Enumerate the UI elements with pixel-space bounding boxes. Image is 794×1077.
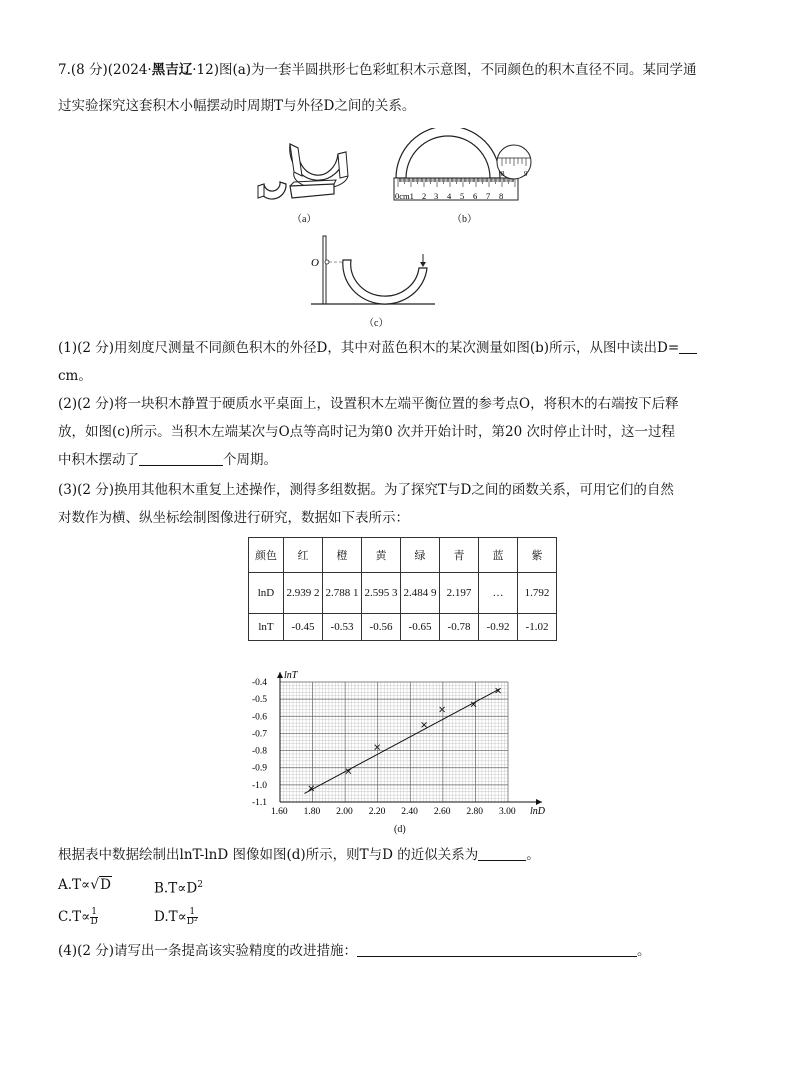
table-cell: -0.53 <box>323 614 362 641</box>
ruler-label: 5 <box>460 191 465 201</box>
x-tick-label: 1.80 <box>303 807 321 817</box>
table-cell: 绿 <box>401 538 440 573</box>
ruler-label: 6 <box>473 191 478 201</box>
ruler-label: 4 <box>447 191 452 201</box>
y-tick-label: -0.8 <box>252 746 268 757</box>
figure-a-label: （a） <box>292 214 317 225</box>
ruler-label: 8 <box>499 191 504 201</box>
part1-line-1: (1)(2 分)用刻度尺测量不同颜色积木的外径D，其中对蓝色积木的某次测量如图(b)所示，从图中读出D= <box>58 338 697 358</box>
y-tick-label: -1.1 <box>252 798 268 808</box>
table-row <box>249 573 557 614</box>
table-cell: 2.595 3 <box>362 573 401 614</box>
option-c[interactable]: C.T∝ $\frac{1}{D}$ <box>58 907 98 927</box>
data-table <box>248 537 557 641</box>
table-cell: … <box>479 573 518 614</box>
ruler-label: 2 <box>422 191 427 201</box>
table-cell: -0.65 <box>401 614 440 641</box>
figure-b-ruler <box>390 128 540 204</box>
table-cell: 黄 <box>362 538 401 573</box>
table-cell: 2.197 <box>440 573 479 614</box>
pivot-label: O <box>311 257 319 269</box>
table-cell: -0.92 <box>479 614 518 641</box>
table-cell: lnT <box>249 614 284 641</box>
zoom-label-9: 9 <box>524 170 528 178</box>
table-cell: -1.02 <box>518 614 557 641</box>
part4-line: (4)(2 分)请写出一条提高该实验精度的改进措施： 。 <box>58 943 651 959</box>
x-tick-label: 2.00 <box>336 807 353 817</box>
option-d[interactable]: D.T∝ $\frac{1}{\text{D²}}$ <box>154 907 198 927</box>
part2-line-1: (2)(2 分)将一块积木静置于硬质水平桌面上，设置积木左端平衡位置的参考点O，将积木的右端按下后释 <box>58 396 679 412</box>
zoom-label-8: 8 <box>501 170 505 178</box>
y-axis-label: lnT <box>284 670 298 681</box>
table-cell: 2.788 1 <box>323 573 362 614</box>
option-b[interactable]: $B.T\propto D^2$ <box>154 880 203 897</box>
table-header-row <box>249 538 557 573</box>
table-cell: lnD <box>249 573 284 614</box>
figure-a-blocks <box>250 138 360 206</box>
x-tick-label: 1.60 <box>271 807 288 817</box>
table-cell: 2.484 9 <box>401 573 440 614</box>
y-tick-label: -0.6 <box>252 712 268 723</box>
answer-blank-4[interactable] <box>357 942 637 957</box>
x-tick-label: 2.80 <box>466 807 484 817</box>
x-tick-label: 2.20 <box>368 807 386 817</box>
table-row <box>249 614 557 641</box>
x-tick-label: 2.40 <box>401 807 418 817</box>
ruler-label: 7 <box>486 191 491 201</box>
ruler-label: 0cm1 <box>395 191 414 201</box>
y-tick-label: -0.7 <box>252 729 268 740</box>
x-axis-label: lnD <box>530 806 545 817</box>
y-tick-label: -0.9 <box>252 763 268 774</box>
x-axis-arrow <box>536 799 542 805</box>
table-cell: 紫 <box>518 538 557 573</box>
figure-b-label: （b） <box>452 214 477 225</box>
y-tick-label: -0.4 <box>252 678 268 688</box>
part1-line-2: cm。 <box>58 368 92 384</box>
figure-c-setup <box>305 232 440 310</box>
table-cell: 颜色 <box>249 538 284 573</box>
answer-blank-2[interactable] <box>139 451 223 466</box>
figure-d-label: (d) <box>394 824 406 835</box>
part2-line-2: 放，如图(c)所示。当积木左端某次与O点等高时记为第0 次并开始计时，第20 次时停止计时，这一过程 <box>58 424 676 440</box>
question-line-2: 过实验探究这套积木小幅摆动时周期T与外径D之间的关系。 <box>58 98 416 114</box>
table-cell: 橙 <box>323 538 362 573</box>
y-tick-label: -0.5 <box>252 695 268 706</box>
lnT-lnD-chart <box>250 668 550 820</box>
ruler-label: 3 <box>434 191 439 201</box>
table-cell: -0.78 <box>440 614 479 641</box>
y-axis-arrow <box>277 672 283 678</box>
option-a[interactable]: A.T∝√D <box>58 877 111 893</box>
table-cell: 2.939 2 <box>284 573 323 614</box>
x-tick-label: 3.00 <box>499 807 516 817</box>
table-cell: 蓝 <box>479 538 518 573</box>
part3-line-3: 根据表中数据绘制出lnT-lnD 图像如图(d)所示，则T与D 的近似关系为 。 <box>58 847 540 863</box>
source-label: 黑吉辽 <box>151 62 193 78</box>
table-cell: -0.56 <box>362 614 401 641</box>
table-cell: 红 <box>284 538 323 573</box>
part3-line-1: (3)(2 分)换用其他积木重复上述操作，测得多组数据。为了探究T与D之间的函数关系，可用它们的自然 <box>58 482 674 498</box>
x-tick-label: 2.60 <box>433 807 451 817</box>
figure-c-label: （c） <box>364 318 389 329</box>
table-cell: 1.792 <box>518 573 557 614</box>
table-cell: -0.45 <box>284 614 323 641</box>
table-cell: 青 <box>440 538 479 573</box>
y-tick-label: -1.0 <box>252 780 268 791</box>
part2-line-3: 中积木摆动了 个周期。 <box>58 452 277 468</box>
fit-line <box>304 689 499 794</box>
part3-line-2: 对数作为横、纵坐标绘制图像进行研究，数据如下表所示： <box>58 510 409 526</box>
answer-blank-1[interactable] <box>679 339 697 354</box>
question-line-1: 7.(8 分)(2024·黑吉辽·12)图(a)为一套半圆拱形七色彩虹积木示意图，不同颜色的积木直径不同。某同学通 <box>58 62 697 78</box>
answer-blank-3[interactable] <box>478 846 526 861</box>
